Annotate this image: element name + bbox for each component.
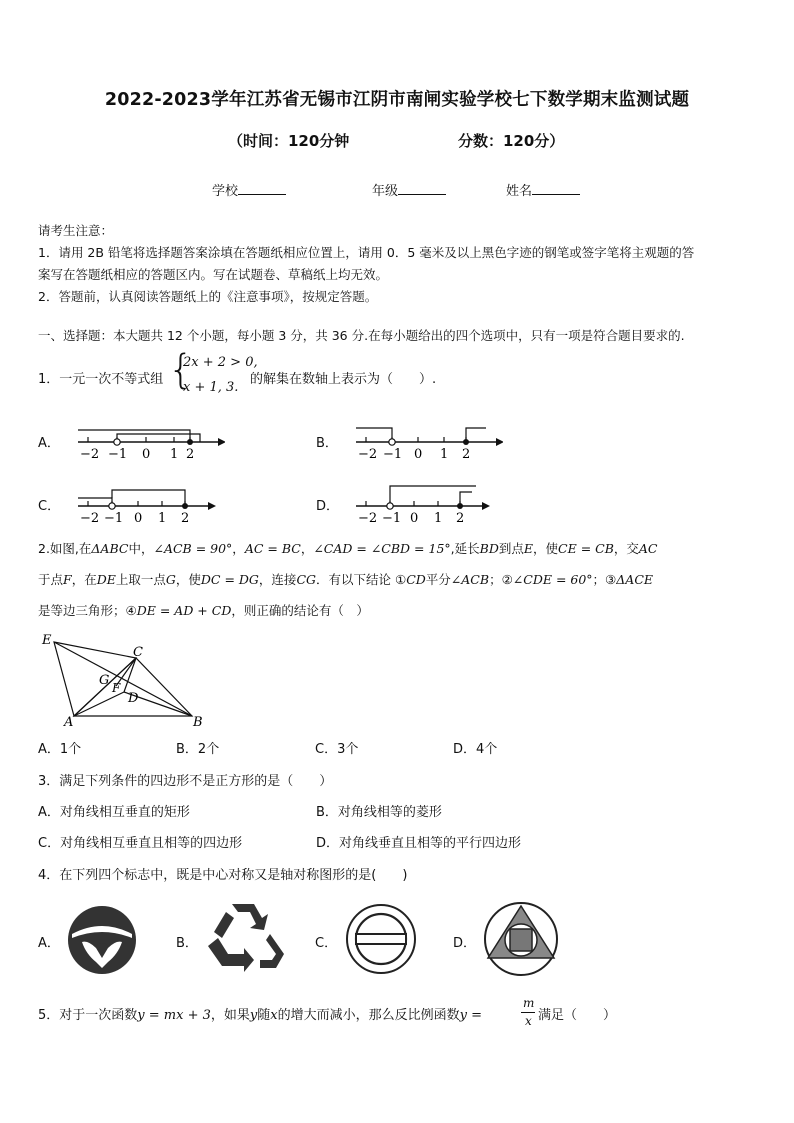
- logo-c-icon: [344, 902, 418, 976]
- notice-block: [38, 220, 762, 308]
- tick-label: −1: [104, 511, 124, 526]
- q3-option-d[interactable]: D．对角线垂直且相等的平行四边形: [316, 836, 522, 851]
- exam-time: （时间：120分钟: [228, 132, 350, 150]
- q5-fraction-num: m: [523, 996, 535, 1010]
- q1-option-b-label[interactable]: B．: [316, 436, 338, 451]
- notice-item-1b: 案写在答题纸相应的答题区内。写在试题卷、草稿纸上均无效。: [38, 267, 389, 282]
- name-label: 姓名: [506, 184, 533, 199]
- tick-label: 1: [440, 447, 449, 462]
- notice-item-2: 2．答题前，认真阅读答题纸上的《注意事项》，按规定答题。: [38, 289, 378, 304]
- notice-heading: 请考生注意：: [38, 223, 114, 238]
- q2-figure: [36, 630, 216, 730]
- q4-option-d-label[interactable]: D．: [453, 936, 477, 951]
- q3-option-b[interactable]: B．对角线相等的菱形: [316, 805, 442, 820]
- q3-stem: 3．满足下列条件的四边形不是正方形的是（ ）: [38, 774, 333, 789]
- q1-numberline-d: [348, 484, 498, 529]
- q1-numberline-a: [70, 420, 225, 465]
- label-f: F: [112, 681, 121, 695]
- q1-numberline-c: [70, 484, 225, 529]
- q2-option-a[interactable]: A．1个: [38, 742, 82, 757]
- tick-label: 0: [142, 447, 151, 462]
- label-d: D: [128, 691, 139, 706]
- q3-option-a[interactable]: A．对角线相互垂直的矩形: [38, 805, 190, 820]
- label-g: G: [99, 673, 110, 688]
- q5-stem: 5．对于一次函数y = mx + 3，如果y随x的增大而减小，那么反比例函数y =: [38, 1008, 482, 1023]
- logo-a-icon: [66, 904, 138, 976]
- school-label: 学校: [212, 184, 239, 199]
- tick-label: −2: [80, 511, 100, 526]
- tick-label: 0: [414, 447, 423, 462]
- tick-label: −2: [358, 447, 378, 462]
- q4-option-c-label[interactable]: C．: [315, 936, 338, 951]
- grade-field[interactable]: [372, 180, 446, 199]
- q1-ineq1: 2x + 2 > 0,: [183, 355, 258, 370]
- tick-label: −1: [108, 447, 128, 462]
- logo-b-recycle-icon: [204, 898, 288, 978]
- label-a: A: [64, 715, 74, 730]
- tick-label: −2: [358, 511, 378, 526]
- label-e: E: [42, 633, 52, 648]
- q5-fraction-den: x: [525, 1014, 532, 1028]
- q1-suffix: 的解集在数轴上表示为（ ）.: [250, 372, 437, 387]
- q1-option-c-label[interactable]: C．: [38, 499, 61, 514]
- notice-item-1a: 1．请用 2B 铅笔将选择题答案涂填在答题纸相应位置上，请用 0．5 毫米及以上黑色字迹的钢笔或签字笔将主观题的答: [38, 245, 695, 260]
- tick-label: 1: [170, 447, 179, 462]
- tick-label: 0: [134, 511, 143, 526]
- tick-label: −1: [383, 447, 403, 462]
- q1-numberline-b: [348, 420, 503, 465]
- q5-suffix: 满足（ ）: [538, 1008, 617, 1023]
- tick-label: 2: [181, 511, 190, 526]
- q2-option-b[interactable]: B．2个: [176, 742, 220, 757]
- q4-stem: 4．在下列四个标志中，既是中心对称又是轴对称图形的是( ): [38, 868, 408, 883]
- tick-label: 2: [462, 447, 471, 462]
- q1-prefix: 1．一元一次不等式组: [38, 372, 164, 387]
- q2-option-c[interactable]: C．3个: [315, 742, 359, 757]
- tick-label: 2: [456, 511, 465, 526]
- tick-label: 1: [434, 511, 443, 526]
- name-field[interactable]: [506, 180, 580, 199]
- tick-label: −2: [80, 447, 100, 462]
- q2-line-1: 2.如图,在ΔABC中，∠ACB = 90°，AC = BC，∠CAD = ∠CBD = 15°,延长BD到点E，使CE = CB，交AC: [38, 541, 658, 556]
- grade-label: 年级: [372, 184, 399, 199]
- q2-line-3: 是等边三角形；④DE = AD + CD，则正确的结论有（ ）: [38, 603, 369, 618]
- label-b: B: [193, 715, 203, 730]
- q3-option-c[interactable]: C．对角线相互垂直且相等的四边形: [38, 836, 243, 851]
- tick-label: 0: [410, 511, 419, 526]
- school-field[interactable]: [212, 180, 286, 199]
- q4-option-a-label[interactable]: A．: [38, 936, 60, 951]
- tick-label: 2: [186, 447, 195, 462]
- q2-option-d[interactable]: D．4个: [453, 742, 498, 757]
- q5-fraction-bar: [521, 1012, 535, 1013]
- q1-option-d-label[interactable]: D．: [316, 499, 340, 514]
- section-heading: 一、选择题：本大题共 12 个小题，每小题 3 分，共 36 分.在每小题给出的四个选项中，只有一项是符合题目要求的.: [38, 328, 685, 343]
- logo-d-icon: [482, 900, 560, 978]
- tick-label: −1: [382, 511, 402, 526]
- q1-ineq2: x + 1, 3.: [183, 380, 239, 395]
- page-title: 2022-2023学年江苏省无锡市江阴市南闸实验学校七下数学期末监测试题: [104, 90, 690, 110]
- q4-option-b-label[interactable]: B．: [176, 936, 198, 951]
- q2-line-2: 于点F，在DE上取一点G，使DC = DG，连接CG．有以下结论 ①CD平分∠ACB；②∠CDE = 60°；③ΔACE: [38, 572, 654, 587]
- system-brace: {: [168, 347, 194, 393]
- label-c: C: [133, 645, 143, 660]
- tick-label: 1: [158, 511, 167, 526]
- exam-score: 分数：120分）: [458, 132, 565, 150]
- q1-option-a-label[interactable]: A．: [38, 436, 60, 451]
